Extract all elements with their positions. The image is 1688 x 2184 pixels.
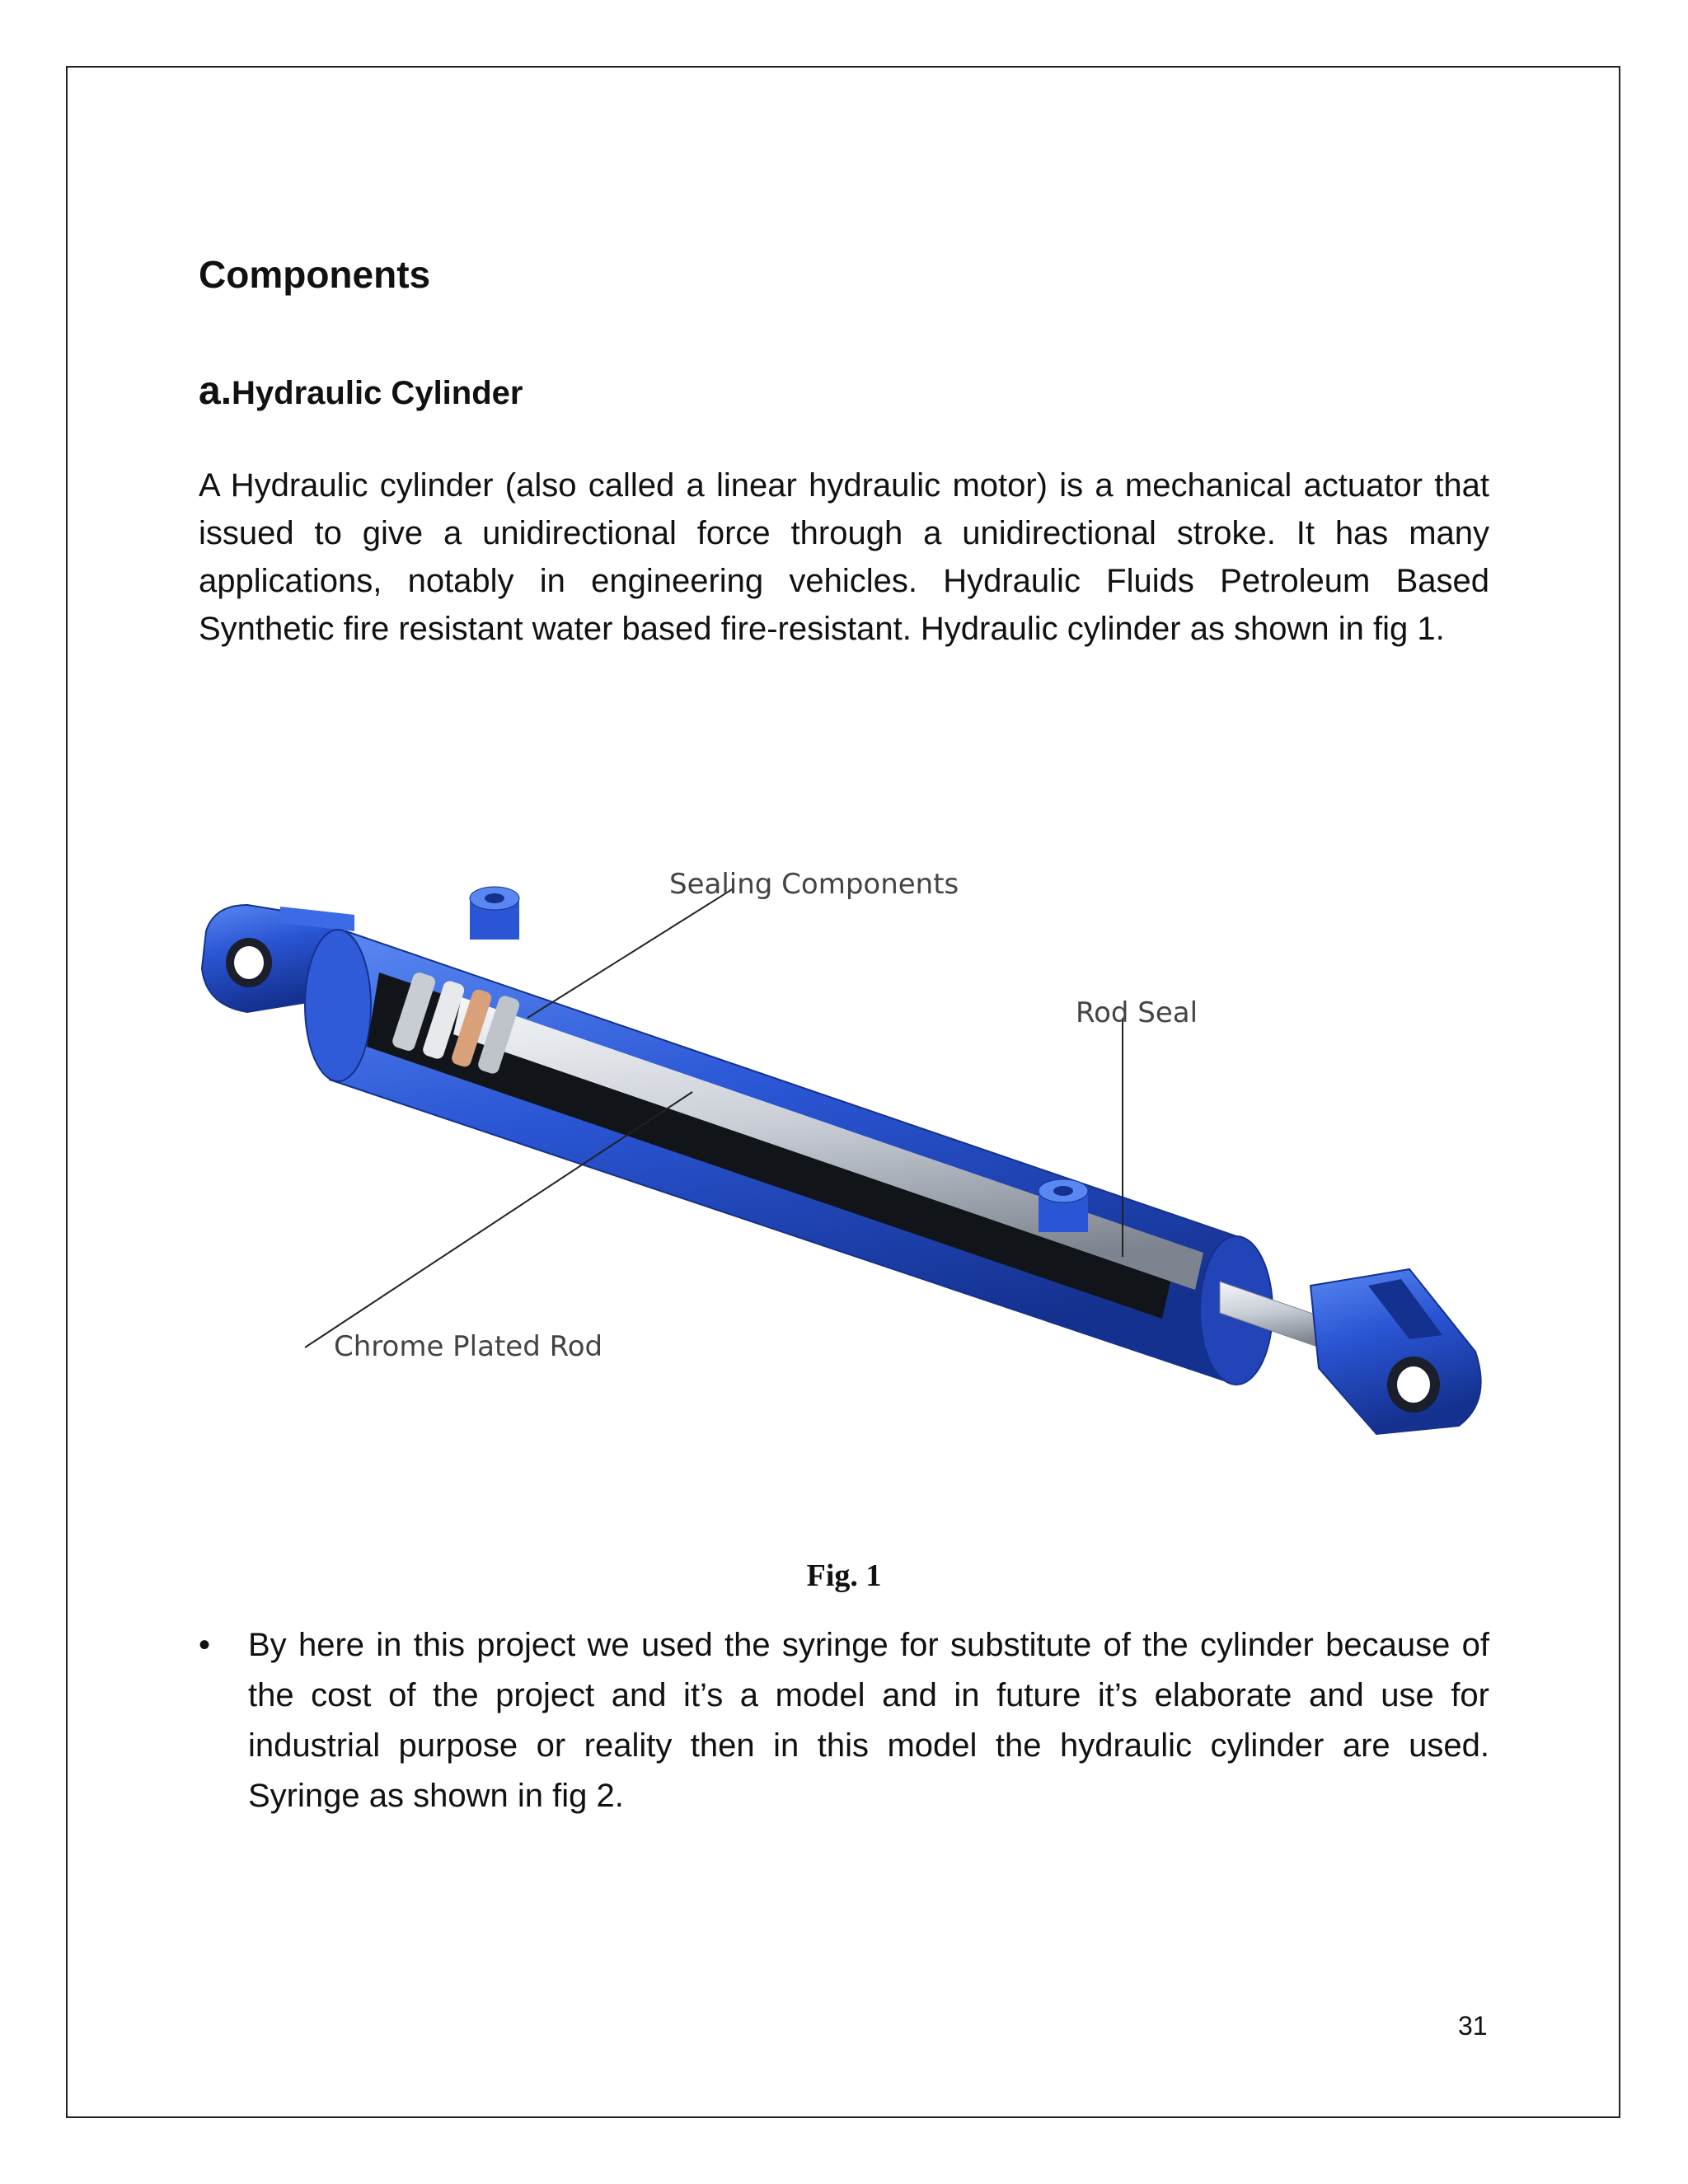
chrome-plated-rod-label: Chrome Plated Rod	[334, 1330, 603, 1363]
subsection-title-text: Hydraulic Cylinder	[232, 375, 523, 411]
rod-seal-label: Rod Seal	[1076, 996, 1198, 1029]
sealing-components-label: Sealing Components	[669, 868, 959, 901]
fluid-port-rear	[470, 887, 519, 940]
figure-caption: Fig. 1	[806, 1558, 882, 1593]
page-number: 31	[1458, 2011, 1488, 2041]
hydraulic-cylinder-figure	[190, 857, 1500, 1492]
section-title: Components	[199, 253, 431, 296]
bullet-item	[199, 1620, 1489, 1821]
front-clevis	[1311, 1269, 1481, 1434]
bullet-text: By here in this project we used the syringe for substitute of the cylinder because of the cost of the project and it’s a model and in future it’s elaborate and use for industrial purpose or reality then in this model the hydraulic cylinder are used. Syringe as shown in fig 2.	[248, 1627, 1489, 1814]
sealing-callout-line	[528, 888, 734, 1018]
subsection-prefix: a.	[199, 369, 232, 413]
subsection-title	[199, 368, 523, 414]
body-paragraph: A Hydraulic cylinder (also called a linear hydraulic motor) is a mechanical actuator that issued to give a unidirectional force through a unidirectional stroke. It has many applications, notably in engineering vehicles. Hydraulic Fluids Petroleum Based Synthetic fire resistant water based fire-resistant. Hydraulic cylinder as shown in fig 1.	[199, 467, 1489, 647]
hydraulic-cylinder-illustration	[190, 857, 1500, 1492]
bullet-dot-icon: •	[199, 1627, 211, 1663]
fluid-port-front	[1039, 1179, 1088, 1232]
